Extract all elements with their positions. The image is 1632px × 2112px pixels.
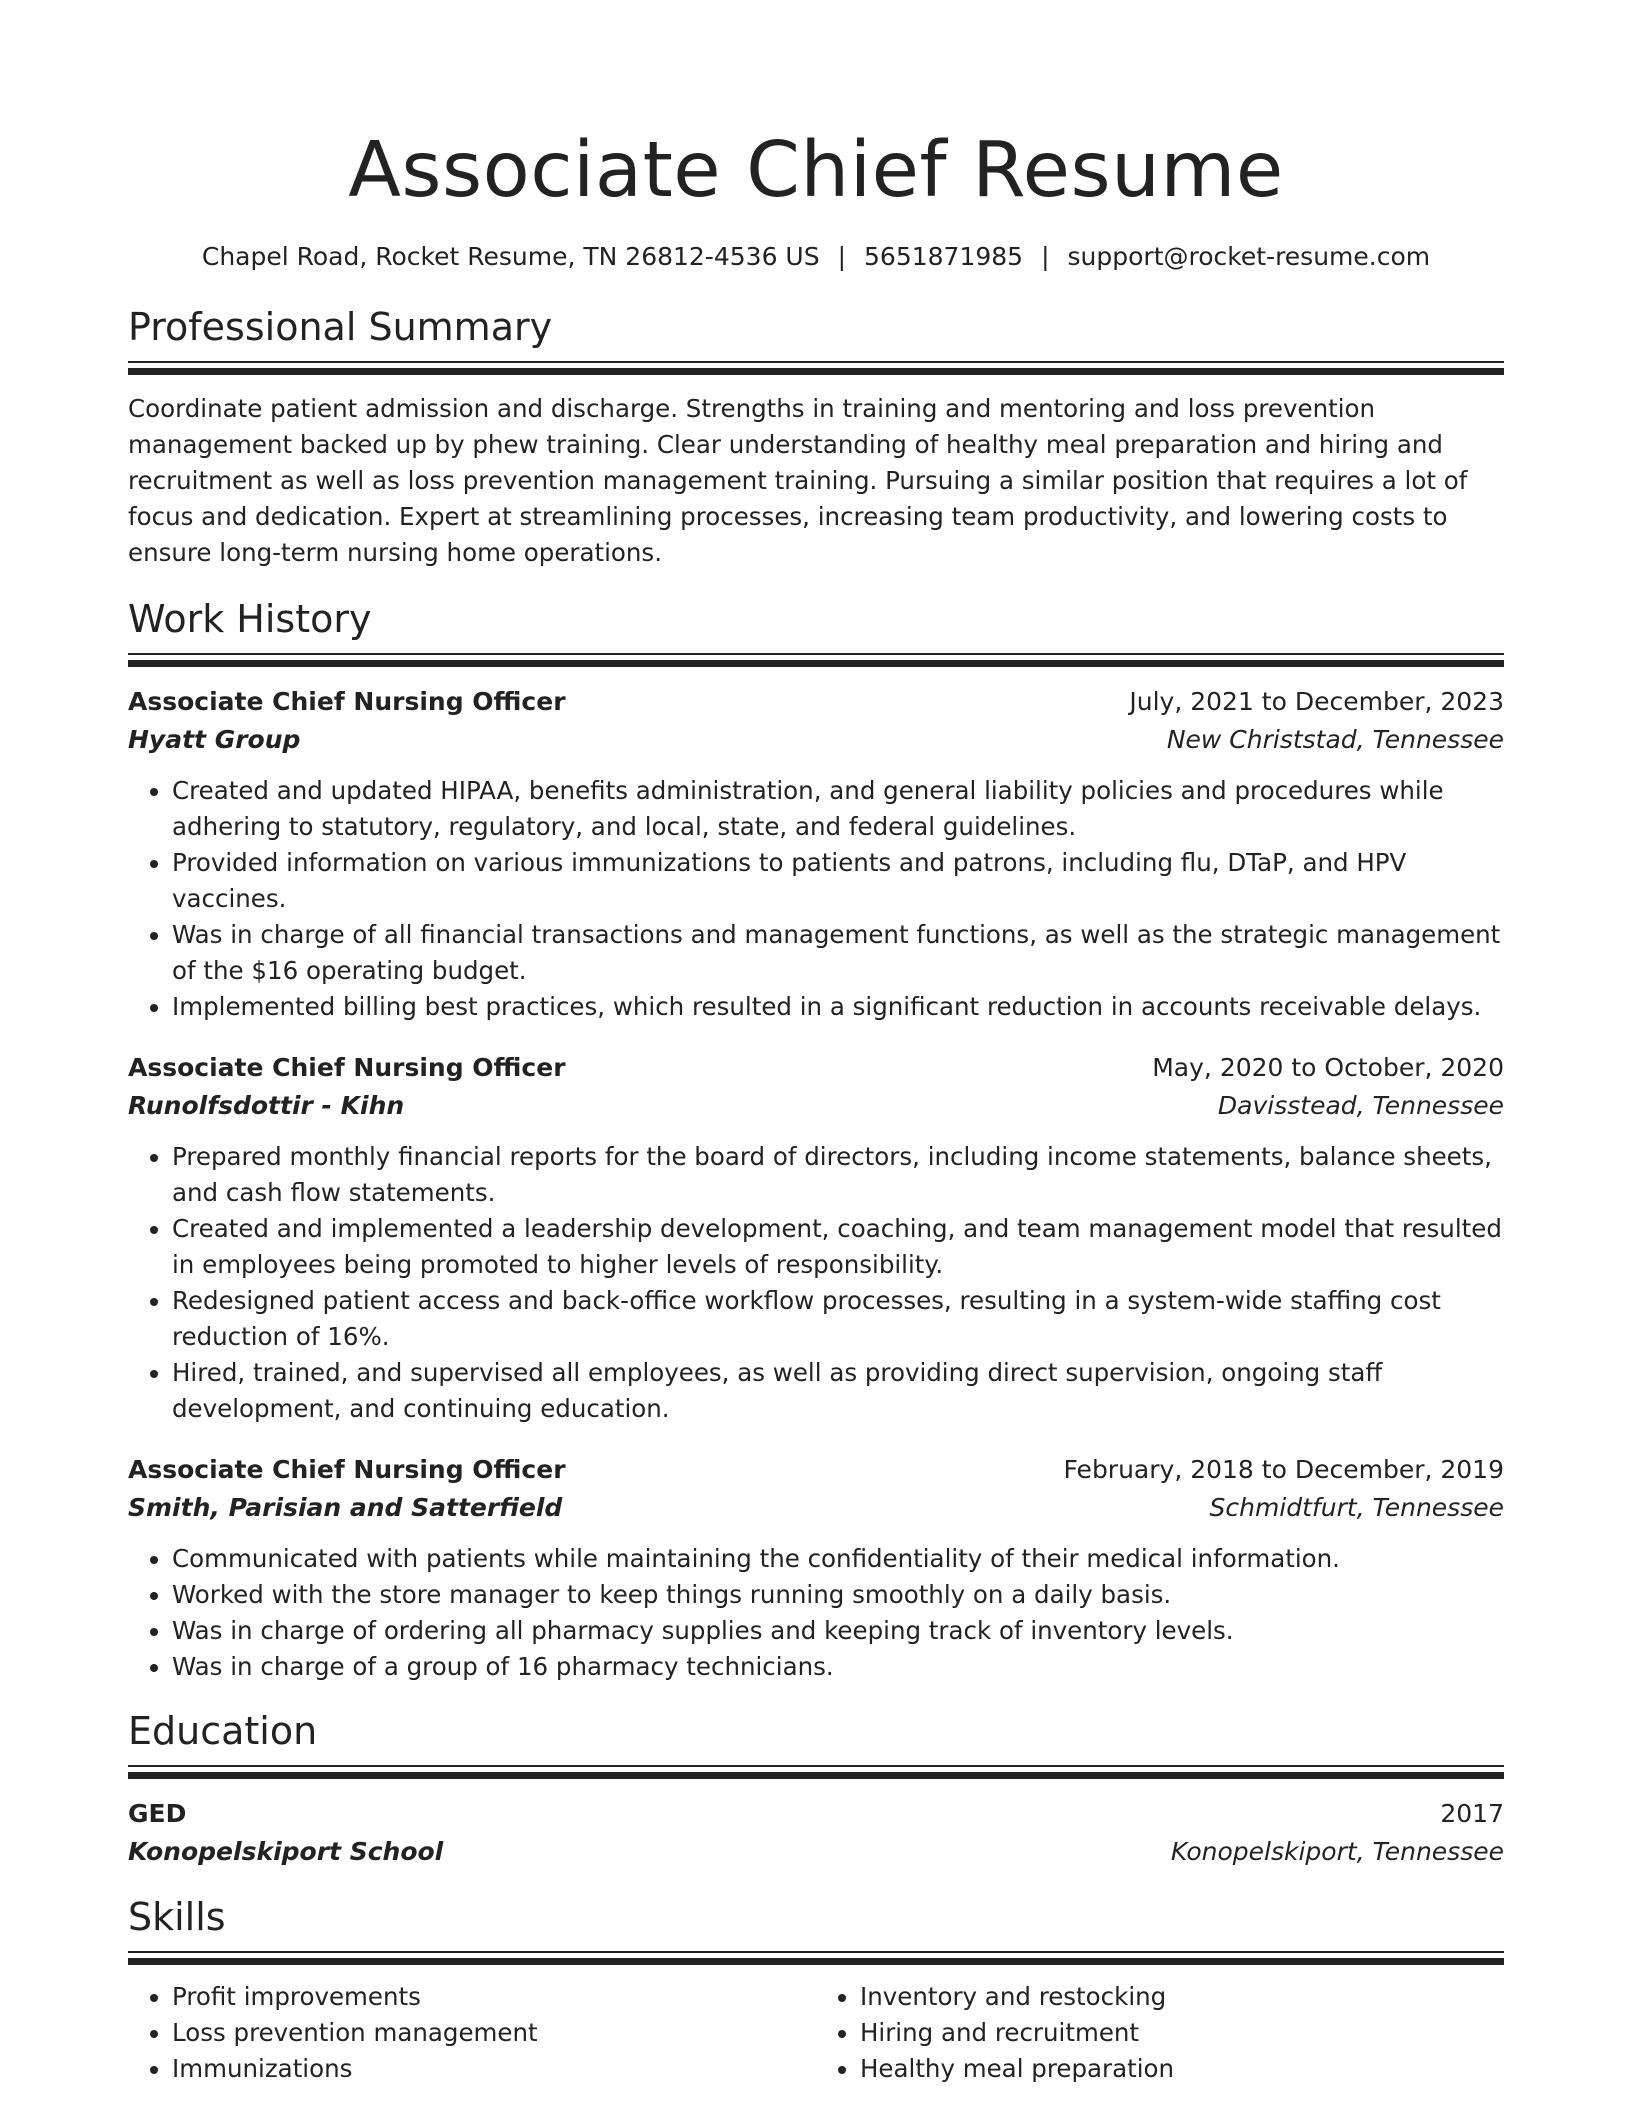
job-dates: July, 2021 to December, 2023 — [1129, 687, 1504, 716]
education-section — [128, 1707, 1504, 1871]
job-bullets — [128, 1541, 1504, 1685]
job-bullets — [128, 773, 1504, 1025]
skills-section — [128, 1893, 1504, 2087]
skills-columns — [128, 1979, 1504, 2087]
job-company: Hyatt Group — [128, 725, 301, 754]
education-heading: Education — [128, 1709, 318, 1753]
job-entry — [128, 1451, 1504, 1685]
skill-item: • Loss prevention management — [172, 2015, 816, 2051]
skills-list-right — [816, 1979, 1504, 2087]
job-header-row — [128, 683, 1504, 721]
skill-item: • Immunizations — [172, 2051, 816, 2087]
contact-email: support@rocket-resume.com — [1067, 242, 1431, 271]
job-title: Associate Chief Nursing Officer — [128, 687, 566, 716]
education-school-row — [128, 1833, 1504, 1871]
job-bullets — [128, 1139, 1504, 1427]
job-bullet: • Was in charge of ordering all pharmacy supplies and keeping track of inventory levels. — [172, 1613, 1504, 1649]
job-title: Associate Chief Nursing Officer — [128, 1455, 566, 1484]
job-location: Schmidtfurt, Tennessee — [1209, 1493, 1504, 1522]
section-divider — [128, 361, 1504, 375]
job-bullet: • Provided information on various immunizations to patients and patrons, including flu, DTaP, and HPV vaccines. — [172, 845, 1504, 917]
contact-address: Chapel Road, Rocket Resume, TN 26812-4536 US — [201, 242, 820, 271]
skills-list-left — [128, 1979, 816, 2087]
job-header-row — [128, 1451, 1504, 1489]
job-bullet: • Was in charge of all financial transactions and management functions, as well as the strategic management of the $16 operating budget. — [172, 917, 1504, 989]
summary-heading: Professional Summary — [128, 305, 553, 349]
work-section — [128, 595, 1504, 1685]
job-bullet: • Implemented billing best practices, which resulted in a significant reduction in accounts receivable delays. — [172, 989, 1504, 1025]
summary-section — [128, 303, 1504, 571]
skill-item: • Profit improvements — [172, 1979, 816, 2015]
section-divider — [128, 1951, 1504, 1965]
job-company-row — [128, 1087, 1504, 1125]
skill-item: • Inventory and restocking — [860, 1979, 1504, 2015]
contact-line — [128, 239, 1504, 275]
job-company: Runolfsdottir - Kihn — [128, 1091, 405, 1120]
job-bullet: • Worked with the store manager to keep things running smoothly on a daily basis. — [172, 1577, 1504, 1613]
job-location: New Christstad, Tennessee — [1166, 725, 1504, 754]
job-entry — [128, 683, 1504, 1025]
education-school: Konopelskiport School — [128, 1837, 444, 1866]
education-year: 2017 — [1440, 1799, 1504, 1828]
contact-phone: 5651871985 — [864, 242, 1024, 271]
contact-separator: | — [837, 242, 847, 271]
job-company-row — [128, 1489, 1504, 1527]
job-company: Smith, Parisian and Satterfield — [128, 1493, 563, 1522]
job-dates: February, 2018 to December, 2019 — [1063, 1455, 1504, 1484]
job-entry — [128, 1049, 1504, 1427]
job-title: Associate Chief Nursing Officer — [128, 1053, 566, 1082]
skills-heading: Skills — [128, 1895, 226, 1939]
skill-item: • Healthy meal preparation — [860, 2051, 1504, 2087]
section-divider — [128, 1765, 1504, 1779]
education-location: Konopelskiport, Tennessee — [1170, 1837, 1504, 1866]
job-bullet: • Redesigned patient access and back-office workflow processes, resulting in a system-wide staffing cost reduction of 16%. — [172, 1283, 1504, 1355]
resume-name: Associate Chief Resume — [348, 126, 1284, 215]
section-divider — [128, 653, 1504, 667]
job-bullet: • Created and updated HIPAA, benefits administration, and general liability policies and procedures while adhering to statutory, regulatory, and local, state, and federal guidelines. — [172, 773, 1504, 845]
education-degree: GED — [128, 1799, 187, 1828]
job-dates: May, 2020 to October, 2020 — [1152, 1053, 1504, 1082]
summary-text: Coordinate patient admission and discharge. Strengths in training and mentoring and loss prevention management backed up by phew training. Clear understanding of healthy meal preparation and hiring and recruitment as well as loss prevention management training. Pursuing a similar position that requires a lot of focus and dedication. Expert at streamlining processes, increasing team productivity, and lowering costs to ensure long-term nursing home operations. — [128, 394, 1468, 567]
work-heading: Work History — [128, 597, 372, 641]
skill-item: • Hiring and recruitment — [860, 2015, 1504, 2051]
job-bullet: • Prepared monthly financial reports for the board of directors, including income statements, balance sheets, and cash flow statements. — [172, 1139, 1504, 1211]
education-header-row — [128, 1795, 1504, 1833]
job-bullet: • Was in charge of a group of 16 pharmacy technicians. — [172, 1649, 1504, 1685]
job-bullet: • Hired, trained, and supervised all employees, as well as providing direct supervision, ongoing staff development, and continuing education. — [172, 1355, 1504, 1427]
contact-separator: | — [1041, 242, 1050, 271]
job-company-row — [128, 721, 1504, 759]
job-bullet: • Created and implemented a leadership development, coaching, and team management model that resulted in employees being promoted to higher levels of responsibility. — [172, 1211, 1504, 1283]
job-bullet: • Communicated with patients while maintaining the confidentiality of their medical information. — [172, 1541, 1504, 1577]
job-location: Davisstead, Tennessee — [1217, 1091, 1504, 1120]
job-header-row — [128, 1049, 1504, 1087]
